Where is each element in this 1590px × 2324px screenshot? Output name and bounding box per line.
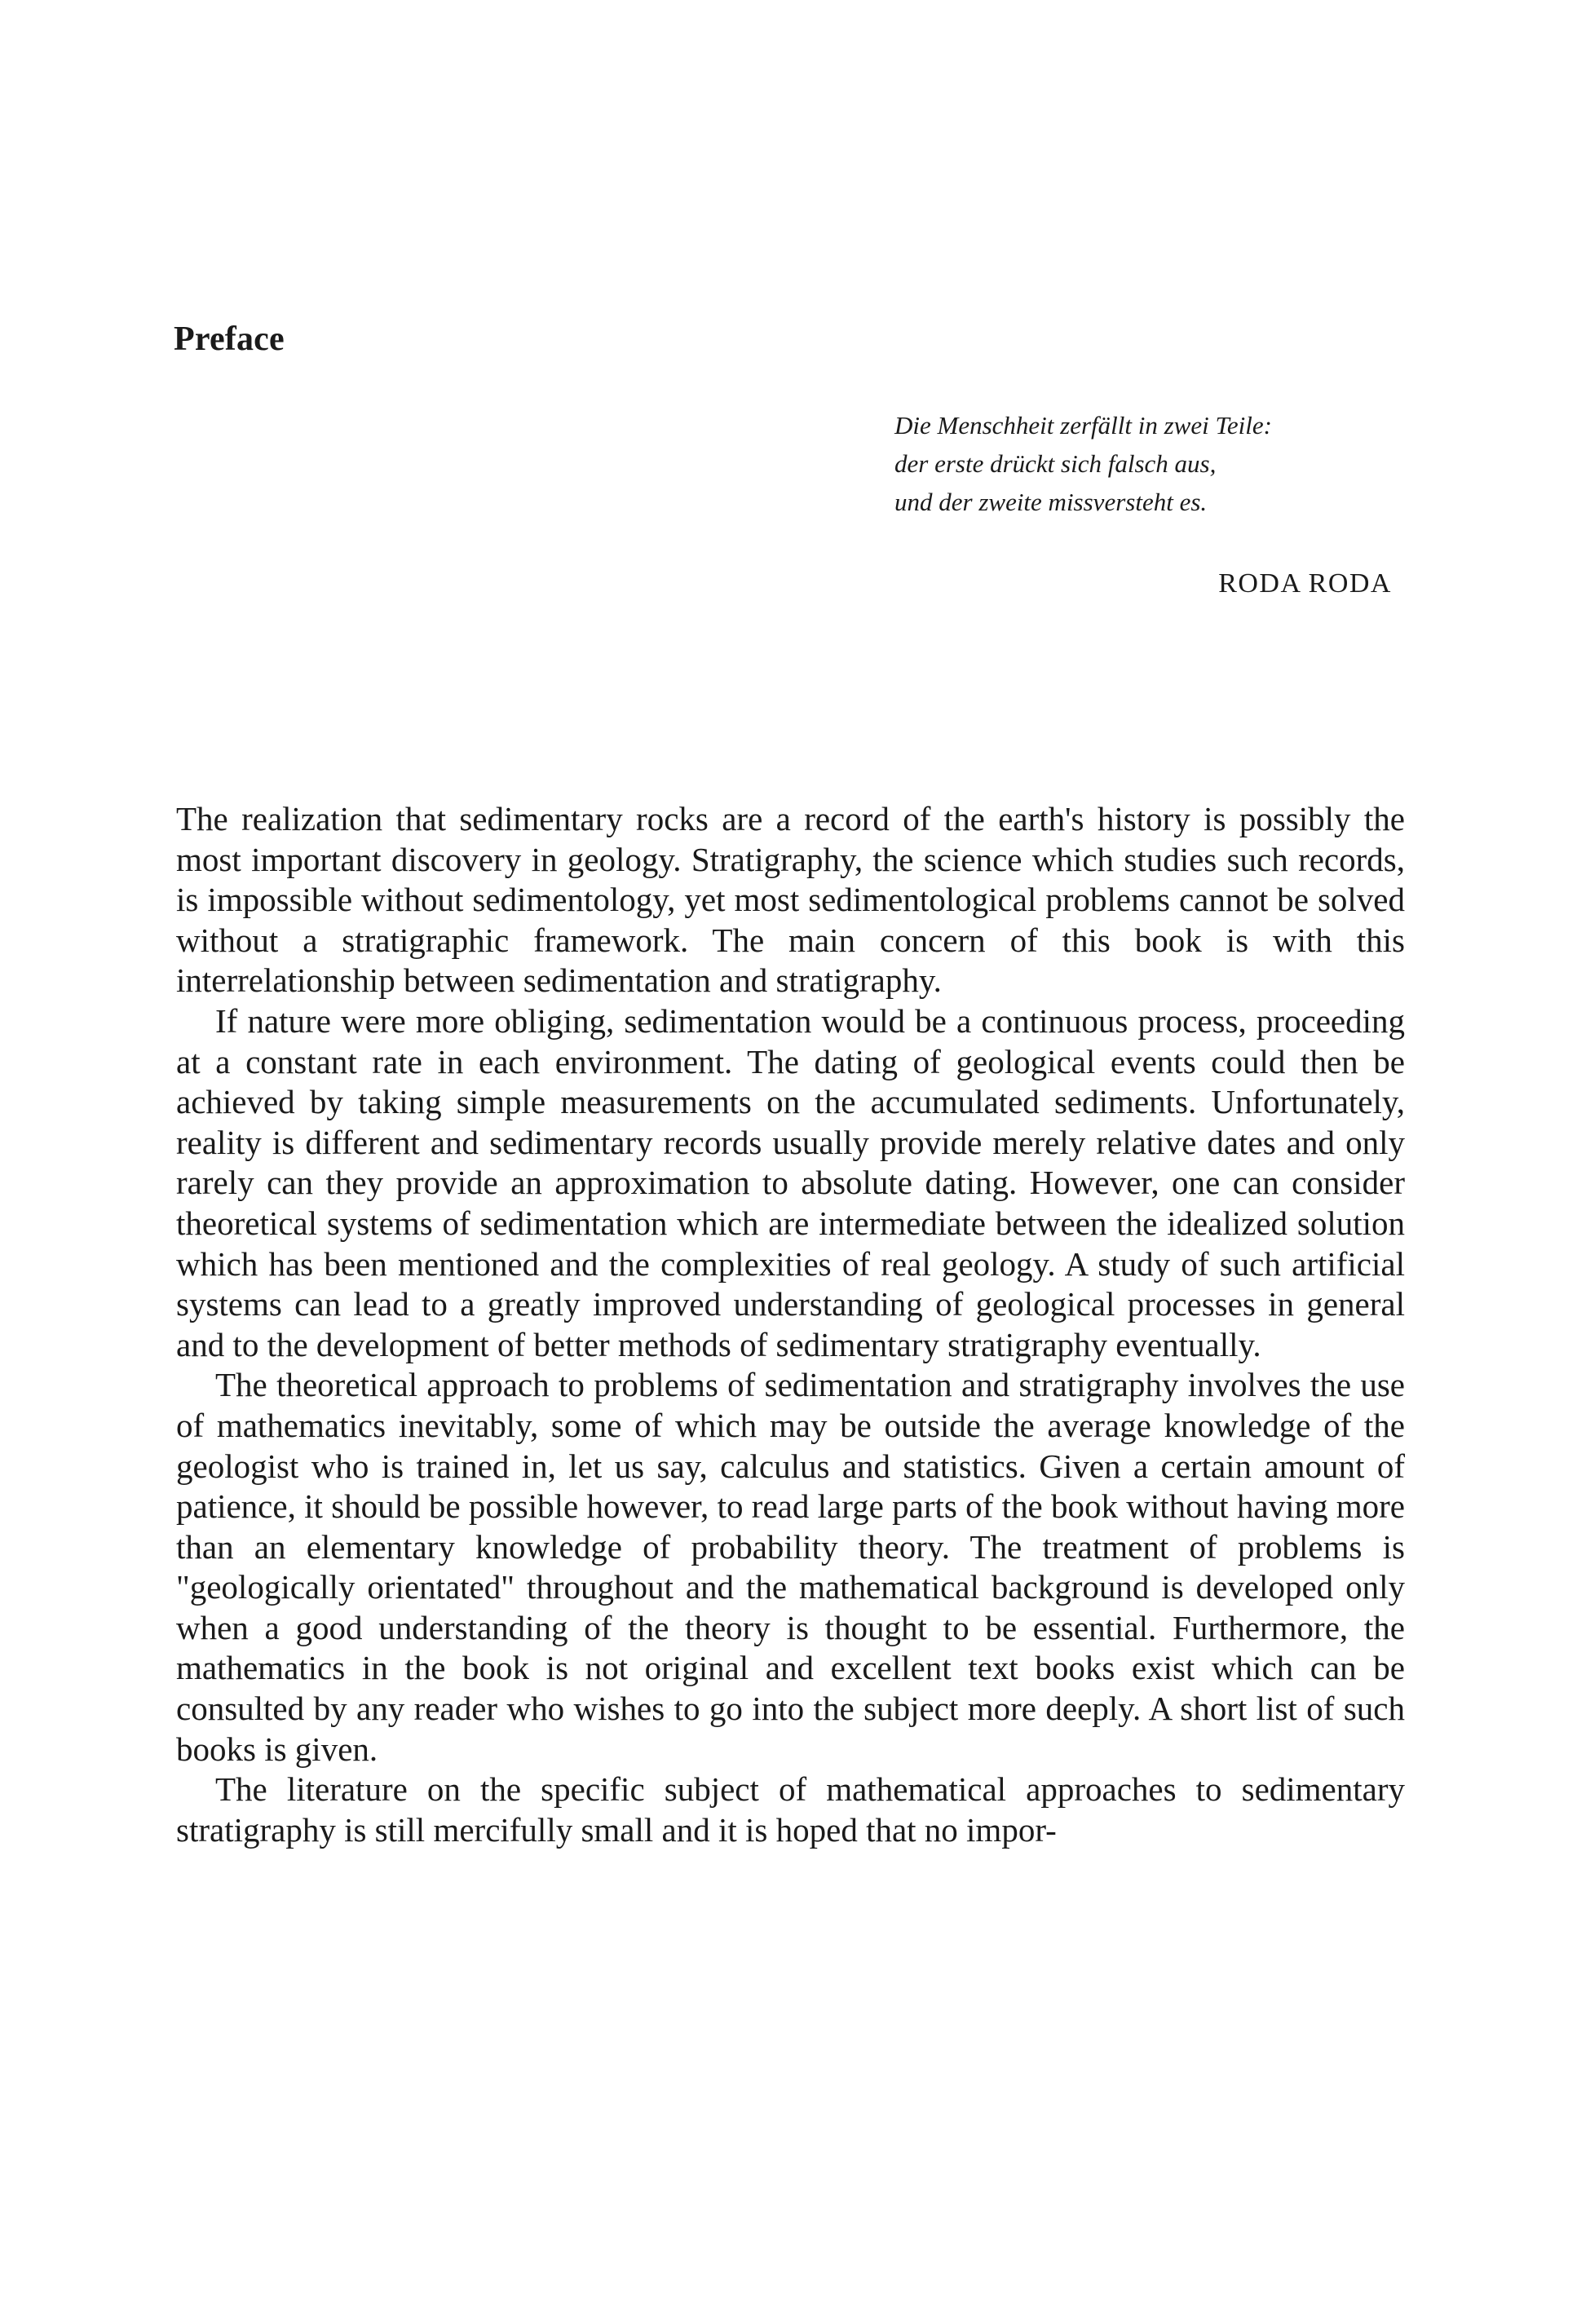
epigraph-line: der erste drückt sich falsch aus, bbox=[894, 449, 1217, 478]
epigraph-attribution: RODA RODA bbox=[1218, 568, 1392, 599]
paragraph: The realization that sedimentary rocks are a record of the earth's history is possibly the most important discovery in geology. Stratigraphy, the science which studies such records, is impossible without sedimentology, yet most sedimentological problems cannot be solved without a stratigraphic framework. The main concern of this book is with this interrelationship between sedimentation and stratigraphy. bbox=[176, 800, 1405, 1000]
epigraph-line: und der zweite missversteht es. bbox=[894, 488, 1208, 516]
paragraph: The literature on the specific subject of mathematical approaches to sedimentary stratigraphy is still mercifully small and it is hoped that no impor- bbox=[176, 1770, 1405, 1849]
paragraph: If nature were more obliging, sedimentation would be a continuous process, proceeding at a constant rate in each environment. The dating of geological events could then be achieved by taking simple measurements on the accumulated sediments. Unfortunately, reality is different and sedimentary records usually provide merely relative dates and only rarely can they provide an approximation to absolute dating. However, one can consider theoretical systems of sedimentation which are intermediate between the idealized solution which has been mentioned and the complexities of real geology. A study of such artificial systems can lead to a greatly improved understanding of geological processes in general and to the development of better methods of sedimentary stratigraphy eventually. bbox=[176, 1001, 1405, 1363]
epigraph-line: Die Menschheit zerfällt in zwei Teile: bbox=[894, 411, 1272, 440]
paragraph: The theoretical approach to problems of sedimentation and stratigraphy involves the use of mathematics inevitably, some of which may be outside the average knowledge of the geologist who is trained in, let us say, calculus and statistics. Given a certain amount of patience, it should be possible however, to read large parts of the book without having more than an elementary knowledge of probability theory. The treatment of problems is "geologically orientated" throughout and the mathematical background is developed only when a good understanding of the theory is thought to be essential. Furthermore, the mathematics in the book is not original and excellent text books exist which can be consulted by any reader who wishes to go into the subject more deeply. A short list of such books is given. bbox=[176, 1366, 1405, 1768]
preface-body bbox=[176, 799, 1405, 1850]
epigraph bbox=[894, 406, 1416, 521]
page-title: Preface bbox=[174, 320, 285, 358]
